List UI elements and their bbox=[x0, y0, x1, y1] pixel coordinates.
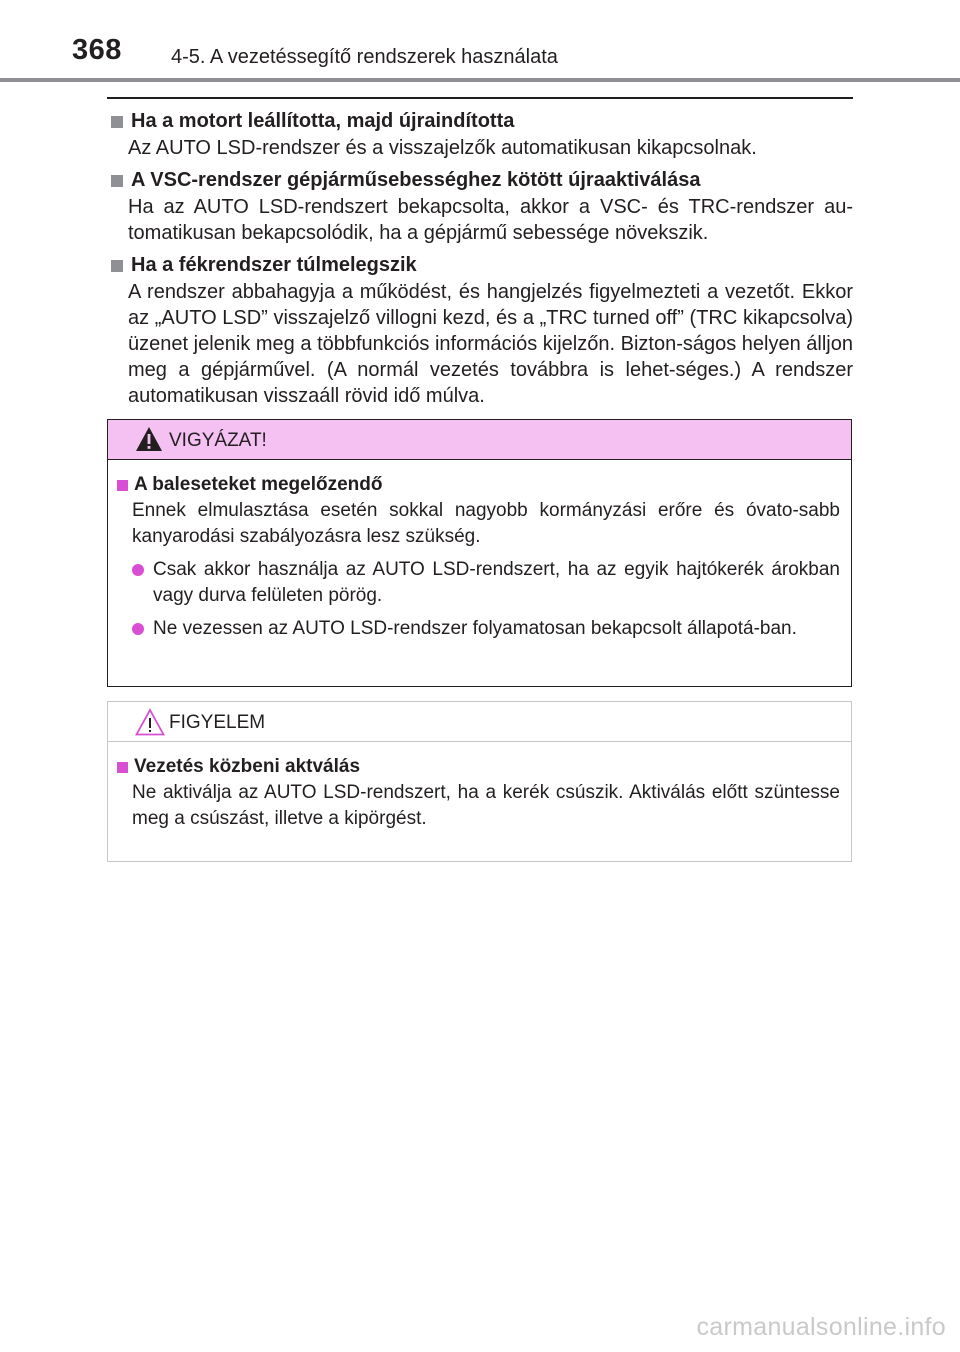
section-vsc-reactivation bbox=[107, 167, 853, 246]
warning-box-body bbox=[108, 460, 851, 642]
notice-box bbox=[107, 701, 852, 862]
warning-box-title: VIGYÁZAT! bbox=[169, 430, 267, 451]
section-body: A rendszer abbahagyja a működést, és hangjelzés figyelmezteti a vezetőt. Ekkor az „AUTO LSD” visszajelző villogni kezd, és a „TRC turned off” (TRC kikapcsolva) üzenet jelenik meg a többfunkciós információs kijelzőn. Bizton-ságos helyen álljon meg a gépjárművel. (A normál vezetés továbbra is lehet-séges.) A rendszer automatikusan visszaáll rövid idő múlva. bbox=[128, 281, 853, 407]
warning-triangle-icon bbox=[135, 426, 163, 452]
section-body: Az AUTO LSD-rendszer és a visszajelzők automatikusan kikapcsolnak. bbox=[128, 137, 757, 159]
page-header bbox=[0, 0, 960, 80]
section-restart bbox=[107, 108, 853, 161]
section-heading: A VSC-rendszer gépjárműsebességhez kötött újraaktiválása bbox=[107, 167, 853, 194]
section-rule bbox=[107, 97, 853, 99]
warning-text: Ennek elmulasztása esetén sokkal nagyobb kormányzási erőre és óvato-sabb kanyarodási szabályozásra lesz szükség. bbox=[132, 500, 840, 547]
square-bullet-icon bbox=[117, 480, 128, 491]
caution-triangle-outline-icon bbox=[135, 708, 165, 736]
list-item: Ne vezessen az AUTO LSD-rendszer folyamatosan bekapcsolt állapotá-ban. bbox=[115, 616, 840, 642]
notice-box-body bbox=[108, 742, 851, 832]
warning-heading: A baleseteket megelőzendő bbox=[115, 472, 840, 498]
chapter-title: 4-5. A vezetéssegítő rendszerek használata bbox=[171, 46, 558, 68]
notice-heading: Vezetés közbeni aktválás bbox=[115, 754, 840, 780]
notice-text: Ne aktiválja az AUTO LSD-rendszert, ha a kerék csúszik. Aktiválás előtt szüntesse meg a csúszást, illetve a kipörgést. bbox=[132, 782, 840, 829]
warning-box bbox=[107, 419, 852, 687]
warning-box-header bbox=[108, 420, 851, 460]
section-heading: Ha a motort leállította, majd újraindította bbox=[107, 108, 853, 135]
square-bullet-icon bbox=[111, 175, 123, 187]
circle-bullet-icon bbox=[132, 564, 144, 576]
section-heading: Ha a fékrendszer túlmelegszik bbox=[107, 252, 853, 279]
header-divider bbox=[0, 78, 960, 82]
section-body: Ha az AUTO LSD-rendszert bekapcsolta, akkor a VSC- és TRC-rendszer au-tomatikusan bekapcsolódik, ha a gépjármű sebessége növekszik. bbox=[128, 196, 853, 244]
square-bullet-icon bbox=[111, 116, 123, 128]
notice-box-header bbox=[108, 702, 851, 742]
square-bullet-icon bbox=[117, 762, 128, 773]
watermark: carmanualsonline.info bbox=[696, 1313, 946, 1341]
notice-box-title: FIGYELEM bbox=[169, 712, 266, 733]
section-brake-overheat bbox=[107, 252, 853, 409]
list-item: Csak akkor használja az AUTO LSD-rendszert, ha az egyik hajtókerék árokban vagy durva felületen pörög. bbox=[115, 557, 840, 609]
square-bullet-icon bbox=[111, 260, 123, 272]
circle-bullet-icon bbox=[132, 623, 144, 635]
page-number: 368 bbox=[72, 34, 122, 66]
